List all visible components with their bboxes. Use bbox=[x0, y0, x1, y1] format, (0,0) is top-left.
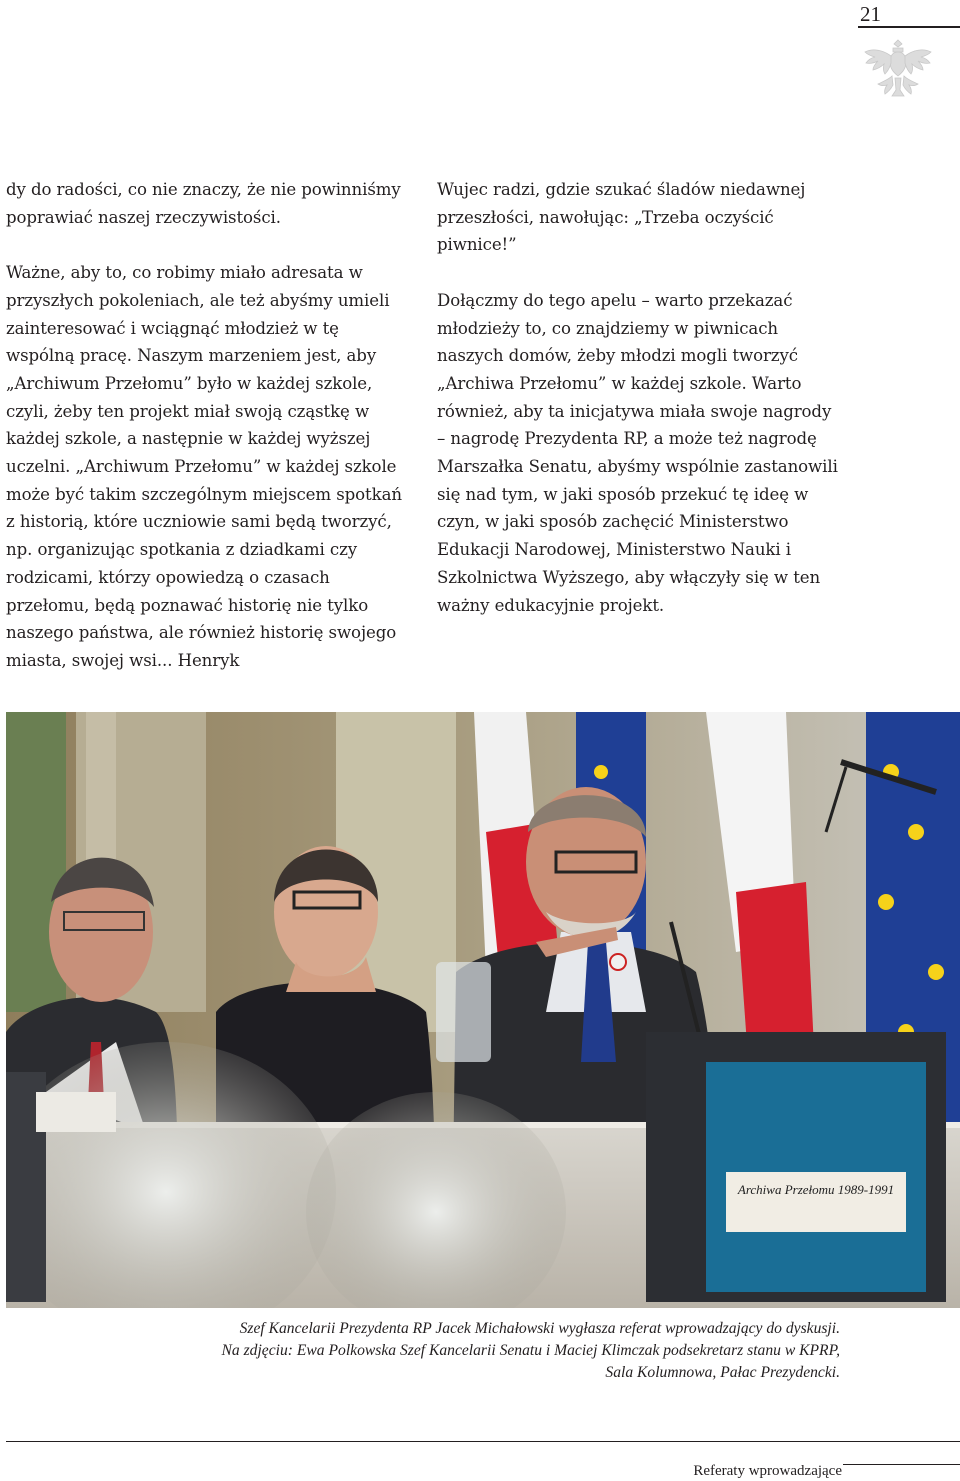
screen-title: Archiwa Przełomu 1989-1991 bbox=[737, 1182, 895, 1197]
right-text-column bbox=[437, 176, 842, 619]
footer-section-title: Referaty wprowadzające bbox=[693, 1463, 842, 1479]
paragraph: Dołączmy do tego apelu – warto przekazać młodzieży to, co znajdziemy w piwnicach naszych domów, żeby młodzi mogli tworzyć „Archiwa Przełomu” w każdej szkole. Warto również, aby ta inicjatywa miała swoje nagrody – nagrodę Prezydenta RP, a może też nagrodę Marszałka Senatu, abyśmy wspólnie zastanowili się nad tym, w jaki sposób przekuć tę ideę w czyn, w jaki sposób zachęcić Ministerstwo Edukacji Narodowej, Ministerstwo Nauki i Szkolnictwa Wyższego, aby włączyły się w ten ważny edukacyjnie projekt. bbox=[437, 290, 838, 615]
caption-line: Szef Kancelarii Prezydenta RP Jacek Michałowski wygłasza referat wprowadzający do dyskusji. bbox=[239, 1320, 840, 1337]
left-text-column bbox=[6, 176, 410, 675]
caption-line: Na zdjęciu: Ewa Polkowska Szef Kancelarii Senatu i Maciej Klimczak podsekretarz stanu w KPRP, bbox=[221, 1342, 840, 1359]
photo-caption bbox=[6, 1318, 840, 1384]
paragraph: Ważne, aby to, co robimy miało adresata w przyszłych pokoleniach, ale też abyśmy umieli zainteresować i wciągnąć młodzież w tę wspólną pracę. Naszym marzeniem jest, aby „Archiwum Przełomu” było w każdej szkole, czyli, żeby ten projekt miał swoją cząstkę w każdej szkole, a następnie w każdej wyższej uczelni. „Archiwum Przełomu” w każdej szkole może być takim szczególnym miejscem spotkań z historią, które uczniowie sami będą tworzyć, np. organizując spotkania z dziadkami czy rodzicami, którzy opowiedzą o czasach przełomu, będą poznawać historię nie tylko naszego państwa, ale również historię swojego miasta, swojej wsi... Henryk bbox=[6, 263, 402, 670]
paragraph: Wujec radzi, gdzie szukać śladów niedawnej przeszłości, nawołując: „Trzeba oczyścić piwnice!” bbox=[437, 180, 806, 255]
caption-line: Sala Kolumnowa, Pałac Prezydencki. bbox=[605, 1364, 840, 1381]
footer-divider bbox=[843, 1464, 960, 1465]
conference-photo bbox=[6, 712, 960, 1308]
polish-eagle-icon bbox=[862, 34, 934, 108]
page-number: 21 bbox=[858, 0, 960, 28]
bottom-divider bbox=[6, 1441, 960, 1442]
paragraph: dy do radości, co nie znaczy, że nie powinniśmy poprawiać naszej rzeczywistości. bbox=[6, 180, 401, 227]
